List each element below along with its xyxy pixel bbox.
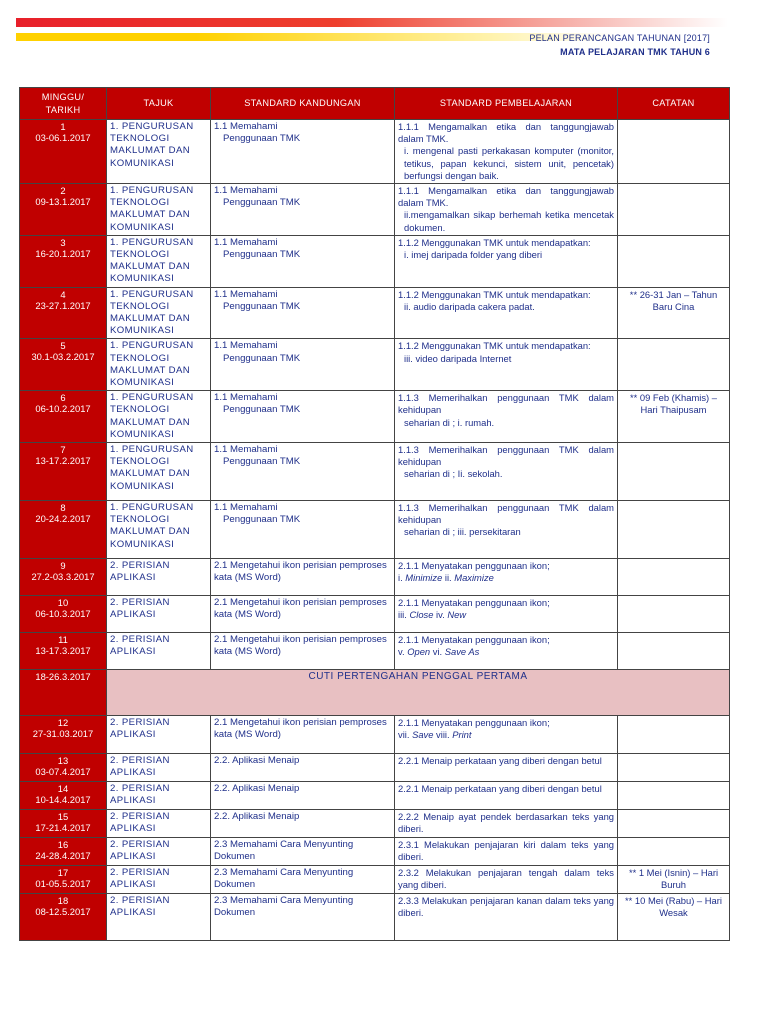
standard-pembelajaran-cell — [395, 894, 618, 941]
table-row — [20, 287, 730, 339]
sk-line2: Penggunaan TMK — [223, 249, 301, 261]
cuti-date: 18-26.3.2017 — [20, 670, 107, 716]
week-cell — [20, 894, 107, 941]
table-row — [20, 670, 730, 716]
catatan-cell — [618, 596, 730, 633]
table-header-row — [20, 88, 730, 120]
sp-line2: i. imej daripada folder yang diberi — [404, 249, 543, 261]
plan-title: PELAN PERANCANGAN TAHUNAN [2017] — [529, 33, 710, 43]
sk-line2: Penggunaan TMK — [223, 352, 301, 364]
week-cell — [20, 391, 107, 443]
sp-line2: vii. Save viii. Print — [398, 729, 472, 741]
week-number: 16 — [57, 839, 69, 851]
tajuk-cell: 2. PERISIAN APLIKASI — [107, 894, 211, 941]
sk-line2: Penggunaan TMK — [223, 300, 301, 312]
sp-line1: 2.3.2 Melakukan penjajaran tengah dalam teks yang diberi. — [398, 867, 614, 891]
standard-kandungan-cell — [211, 443, 395, 501]
week-number: 9 — [60, 560, 66, 572]
tajuk-cell: 1. PENGURUSAN TEKNOLOGI MAKLUMAT DAN KOMUNIKASI — [107, 287, 211, 339]
week-date: 27-31.03.2017 — [32, 728, 94, 740]
tajuk-cell: 2. PERISIAN APLIKASI — [107, 838, 211, 866]
catatan-cell — [618, 120, 730, 184]
week-cell — [20, 559, 107, 596]
standard-kandungan-cell — [211, 391, 395, 443]
table-row — [20, 810, 730, 838]
table-row — [20, 866, 730, 894]
header-tajuk: TAJUK — [107, 88, 211, 120]
sk-line1: 1.1 Memahami — [214, 340, 278, 352]
week-number: 2 — [60, 185, 66, 197]
table-row — [20, 184, 730, 236]
sk-line1: 1.1 Memahami — [214, 444, 278, 456]
week-date: 01-05.5.2017 — [35, 878, 91, 890]
standard-kandungan-cell — [211, 866, 395, 894]
table-row — [20, 633, 730, 670]
sk-line1: 2.3 Memahami Cara Menyunting Dokumen — [214, 867, 354, 891]
standard-pembelajaran-cell — [395, 866, 618, 894]
sp-line2: i. mengenal pasti perkakasan komputer (monitor, tetikus, papan kekunci, sistem unit, pencetak) berfungsi dengan baik. — [404, 145, 614, 181]
tajuk-cell: 2. PERISIAN APLIKASI — [107, 782, 211, 810]
icon-name: New — [447, 609, 467, 621]
catatan-cell — [618, 754, 730, 782]
week-number: 17 — [57, 867, 69, 879]
standard-pembelajaran-cell — [395, 184, 618, 236]
week-cell — [20, 838, 107, 866]
sk-line2: Penggunaan TMK — [223, 197, 301, 209]
catatan-cell — [618, 501, 730, 559]
week-number: 3 — [60, 236, 66, 248]
tajuk-cell: 2. PERISIAN APLIKASI — [107, 754, 211, 782]
week-cell — [20, 235, 107, 287]
standard-kandungan-cell — [211, 596, 395, 633]
week-number: 13 — [57, 755, 69, 767]
week-number: 7 — [60, 444, 66, 456]
week-number: 14 — [57, 783, 69, 795]
week-cell — [20, 120, 107, 184]
sp-line2: v. Open vi. Save As — [398, 646, 480, 658]
icon-name: Minimize — [405, 572, 443, 584]
week-cell — [20, 633, 107, 670]
standard-pembelajaran-cell — [395, 559, 618, 596]
week-number: 15 — [57, 811, 69, 823]
catatan-cell — [618, 443, 730, 501]
catatan-cell — [618, 782, 730, 810]
header-standard-kandungan: STANDARD KANDUNGAN — [211, 88, 395, 120]
catatan-cell: ** 26-31 Jan – Tahun Baru Cina — [618, 287, 730, 339]
icon-name: Maximize — [454, 572, 494, 584]
week-number: 11 — [58, 634, 68, 646]
week-date: 09-13.1.2017 — [35, 196, 91, 208]
week-cell — [20, 596, 107, 633]
sk-line1: 1.1 Memahami — [214, 392, 278, 404]
week-date: 06-10.2.2017 — [35, 403, 91, 415]
tajuk-cell: 1. PENGURUSAN TEKNOLOGI MAKLUMAT DAN KOMUNIKASI — [107, 339, 211, 391]
standard-pembelajaran-cell — [395, 120, 618, 184]
sp-line1: 2.1.1 Menyatakan penggunaan ikon; — [398, 634, 550, 646]
header-red-band — [16, 18, 728, 27]
table-row — [20, 235, 730, 287]
week-date: 23-27.1.2017 — [35, 299, 91, 311]
standard-pembelajaran-cell — [395, 754, 618, 782]
tajuk-cell: 2. PERISIAN APLIKASI — [107, 866, 211, 894]
table-row — [20, 391, 730, 443]
sp-line1: 2.1.1 Menyatakan penggunaan ikon; — [398, 597, 550, 609]
week-date: 27.2-03.3.2017 — [31, 571, 95, 583]
header-catatan: CATATAN — [618, 88, 730, 120]
standard-kandungan-cell — [211, 339, 395, 391]
catatan-cell — [618, 184, 730, 236]
standard-kandungan-cell — [211, 633, 395, 670]
week-number: 18 — [57, 895, 69, 907]
standard-pembelajaran-cell — [395, 782, 618, 810]
sp-line1: 1.1.3 Memerihalkan penggunaan TMK dalam kehidupan — [398, 502, 614, 526]
tajuk-cell: 2. PERISIAN APLIKASI — [107, 559, 211, 596]
sk-line1: 2.3 Memahami Cara Menyunting Dokumen — [214, 895, 354, 919]
sp-line1: 1.1.2 Menggunakan TMK untuk mendapatkan: — [398, 288, 591, 300]
table-row — [20, 716, 730, 754]
table-row — [20, 894, 730, 941]
tajuk-cell: 1. PENGURUSAN TEKNOLOGI MAKLUMAT DAN KOMUNIKASI — [107, 443, 211, 501]
sk-line1: 2.3 Memahami Cara Menyunting Dokumen — [214, 839, 354, 863]
sp-line1: 2.3.1 Melakukan penjajaran kiri dalam teks yang diberi. — [398, 839, 614, 863]
sp-line1: 2.1.1 Menyatakan penggunaan ikon; — [398, 717, 550, 729]
week-number: 10 — [57, 597, 69, 609]
sk-line1: 1.1 Memahami — [214, 121, 278, 132]
catatan-cell — [618, 810, 730, 838]
table-row — [20, 754, 730, 782]
week-date: 06-10.3.2017 — [35, 608, 91, 620]
sp-line1: 1.1.2 Menggunakan TMK untuk mendapatkan: — [398, 340, 591, 352]
sk-line1: 1.1 Memahami — [214, 185, 278, 197]
week-date: 08-12.5.2017 — [35, 906, 91, 918]
standard-pembelajaran-cell — [395, 716, 618, 754]
catatan-cell: ** 10 Mei (Rabu) – Hari Wesak — [618, 894, 730, 941]
sp-line2: seharian di ; i. rumah. — [404, 416, 495, 428]
standard-kandungan-cell — [211, 287, 395, 339]
standard-kandungan-cell — [211, 235, 395, 287]
standard-pembelajaran-cell — [395, 838, 618, 866]
week-number: 4 — [60, 288, 66, 300]
sk-line1: 2.1 Mengetahui ikon perisian pemproses kata (MS Word) — [214, 560, 387, 584]
standard-pembelajaran-cell — [395, 596, 618, 633]
standard-pembelajaran-cell — [395, 810, 618, 838]
sp-line1: 1.1.3 Memerihalkan penggunaan TMK dalam kehidupan — [398, 392, 614, 416]
standard-pembelajaran-cell — [395, 443, 618, 501]
sp-line1: 1.1.2 Menggunakan TMK untuk mendapatkan: — [398, 236, 591, 248]
sp-line1: 2.2.1 Menaip perkataan yang diberi dengan betul — [398, 783, 602, 795]
week-cell — [20, 754, 107, 782]
table-row — [20, 443, 730, 501]
standard-kandungan-cell — [211, 782, 395, 810]
sp-line1: 2.2.2 Menaip ayat pendek berdasarkan teks yang diberi. — [398, 811, 614, 835]
week-date: 17-21.4.2017 — [35, 822, 91, 834]
table-row — [20, 559, 730, 596]
week-date: 20-24.2.2017 — [35, 513, 91, 525]
table-row — [20, 782, 730, 810]
catatan-cell: ** 1 Mei (Isnin) – Hari Buruh — [618, 866, 730, 894]
sk-line1: 1.1 Memahami — [214, 502, 278, 514]
week-date: 16-20.1.2017 — [35, 247, 91, 259]
table-row — [20, 501, 730, 559]
icon-name: Open — [407, 646, 431, 658]
week-cell — [20, 782, 107, 810]
table-row — [20, 596, 730, 633]
sk-line1: 2.1 Mengetahui ikon perisian pemproses kata (MS Word) — [214, 717, 387, 741]
tajuk-cell: 2. PERISIAN APLIKASI — [107, 633, 211, 670]
sp-line1: 1.1.1 Mengamalkan etika dan tanggungjawab dalam TMK. — [398, 185, 614, 209]
table-row — [20, 120, 730, 184]
catatan-cell: ** 09 Feb (Khamis) – Hari Thaipusam — [618, 391, 730, 443]
sk-line1: 2.2. Aplikasi Menaip — [214, 811, 300, 823]
icon-name: Print — [452, 729, 472, 741]
tajuk-cell: 2. PERISIAN APLIKASI — [107, 716, 211, 754]
sk-line2: Penggunaan TMK — [223, 514, 301, 526]
catatan-cell — [618, 633, 730, 670]
sp-line2: seharian di ; iii. persekitaran — [404, 526, 521, 538]
catatan-cell — [618, 716, 730, 754]
tajuk-cell: 2. PERISIAN APLIKASI — [107, 810, 211, 838]
table-row — [20, 838, 730, 866]
week-number: 1 — [60, 121, 66, 132]
standard-kandungan-cell — [211, 754, 395, 782]
sp-line1: 2.3.3 Melakukan penjajaran kanan dalam teks yang diberi. — [398, 895, 614, 919]
catatan-cell — [618, 235, 730, 287]
week-number: 6 — [60, 392, 66, 404]
sp-line2: seharian di ; Ii. sekolah. — [404, 468, 503, 480]
header-minggu: MINGGU/ TARIKH — [20, 88, 107, 120]
tajuk-cell: 1. PENGURUSAN TEKNOLOGI MAKLUMAT DAN KOMUNIKASI — [107, 391, 211, 443]
week-cell — [20, 716, 107, 754]
week-date: 24-28.4.2017 — [35, 850, 91, 862]
standard-pembelajaran-cell — [395, 501, 618, 559]
sp-line1: 1.1.3 Memerihalkan penggunaan TMK dalam kehidupan — [398, 444, 614, 468]
tajuk-cell: 1. PENGURUSAN TEKNOLOGI MAKLUMAT DAN KOMUNIKASI — [107, 184, 211, 236]
tajuk-cell: 1. PENGURUSAN TEKNOLOGI MAKLUMAT DAN KOMUNIKASI — [107, 235, 211, 287]
sp-line2: iii. Close iv. New — [398, 609, 467, 621]
catatan-cell — [618, 339, 730, 391]
standard-kandungan-cell — [211, 184, 395, 236]
standard-kandungan-cell — [211, 716, 395, 754]
week-date: 13-17.2.2017 — [35, 455, 91, 467]
week-cell — [20, 810, 107, 838]
week-cell — [20, 443, 107, 501]
sk-line1: 1.1 Memahami — [214, 236, 278, 248]
sk-line1: 2.1 Mengetahui ikon perisian pemproses kata (MS Word) — [214, 634, 387, 658]
sp-line1: 1.1.1 Mengamalkan etika dan tanggungjawab dalam TMK. — [398, 121, 614, 145]
sp-line1: 2.2.1 Menaip perkataan yang diberi dengan betul — [398, 755, 602, 767]
week-cell — [20, 501, 107, 559]
standard-pembelajaran-cell — [395, 633, 618, 670]
standard-kandungan-cell — [211, 559, 395, 596]
header-yellow-band — [16, 33, 616, 41]
standard-kandungan-cell — [211, 120, 395, 184]
standard-kandungan-cell — [211, 838, 395, 866]
sk-line2: Penggunaan TMK — [223, 456, 301, 468]
tajuk-cell: 1. PENGURUSAN TEKNOLOGI MAKLUMAT DAN KOMUNIKASI — [107, 120, 211, 184]
week-cell — [20, 339, 107, 391]
table-row — [20, 339, 730, 391]
catatan-cell — [618, 559, 730, 596]
standard-kandungan-cell — [211, 810, 395, 838]
sk-line1: 1.1 Memahami — [214, 288, 278, 300]
sp-line2: i. Minimize ii. Maximize — [398, 572, 494, 584]
icon-name: Save As — [444, 646, 480, 658]
sk-line2: Penggunaan TMK — [223, 133, 301, 145]
sk-line1: 2.2. Aplikasi Menaip — [214, 755, 300, 767]
icon-name: Save — [412, 729, 434, 741]
standard-kandungan-cell — [211, 894, 395, 941]
sk-line2: Penggunaan TMK — [223, 404, 301, 416]
standard-pembelajaran-cell — [395, 339, 618, 391]
week-cell — [20, 287, 107, 339]
header-standard-pembelajaran: STANDARD PEMBELAJARAN — [395, 88, 618, 120]
subject-title: MATA PELAJARAN TMK TAHUN 6 — [560, 47, 710, 57]
sk-line1: 2.1 Mengetahui ikon perisian pemproses kata (MS Word) — [214, 597, 387, 621]
yearly-plan-table — [19, 87, 730, 941]
tajuk-cell: 2. PERISIAN APLIKASI — [107, 596, 211, 633]
week-date: 10-14.4.2017 — [35, 794, 91, 806]
week-cell — [20, 866, 107, 894]
sp-line2: ii.mengamalkan sikap berhemah ketika mencetak dokumen. — [404, 209, 614, 233]
standard-pembelajaran-cell — [395, 287, 618, 339]
standard-pembelajaran-cell — [395, 235, 618, 287]
sp-line2: iii. video daripada Internet — [404, 352, 512, 364]
week-number: 8 — [60, 502, 66, 514]
catatan-cell — [618, 838, 730, 866]
cuti-label: CUTI PERTENGAHAN PENGGAL PERTAMA — [107, 670, 730, 716]
week-number: 5 — [60, 340, 66, 352]
tajuk-cell: 1. PENGURUSAN TEKNOLOGI MAKLUMAT DAN KOMUNIKASI — [107, 501, 211, 559]
standard-pembelajaran-cell — [395, 391, 618, 443]
sp-line1: 2.1.1 Menyatakan penggunaan ikon; — [398, 560, 550, 572]
sp-line2: ii. audio daripada cakera padat. — [404, 300, 535, 312]
week-date: 30.1-03.2.2017 — [31, 351, 95, 363]
standard-kandungan-cell — [211, 501, 395, 559]
sk-line1: 2.2. Aplikasi Menaip — [214, 783, 300, 795]
week-date: 03-06.1.2017 — [35, 132, 91, 143]
icon-name: Close — [409, 609, 434, 621]
week-date: 13-17.3.2017 — [35, 645, 91, 657]
week-cell — [20, 184, 107, 236]
week-date: 03-07.4.2017 — [35, 766, 91, 778]
week-number: 12 — [57, 717, 69, 729]
